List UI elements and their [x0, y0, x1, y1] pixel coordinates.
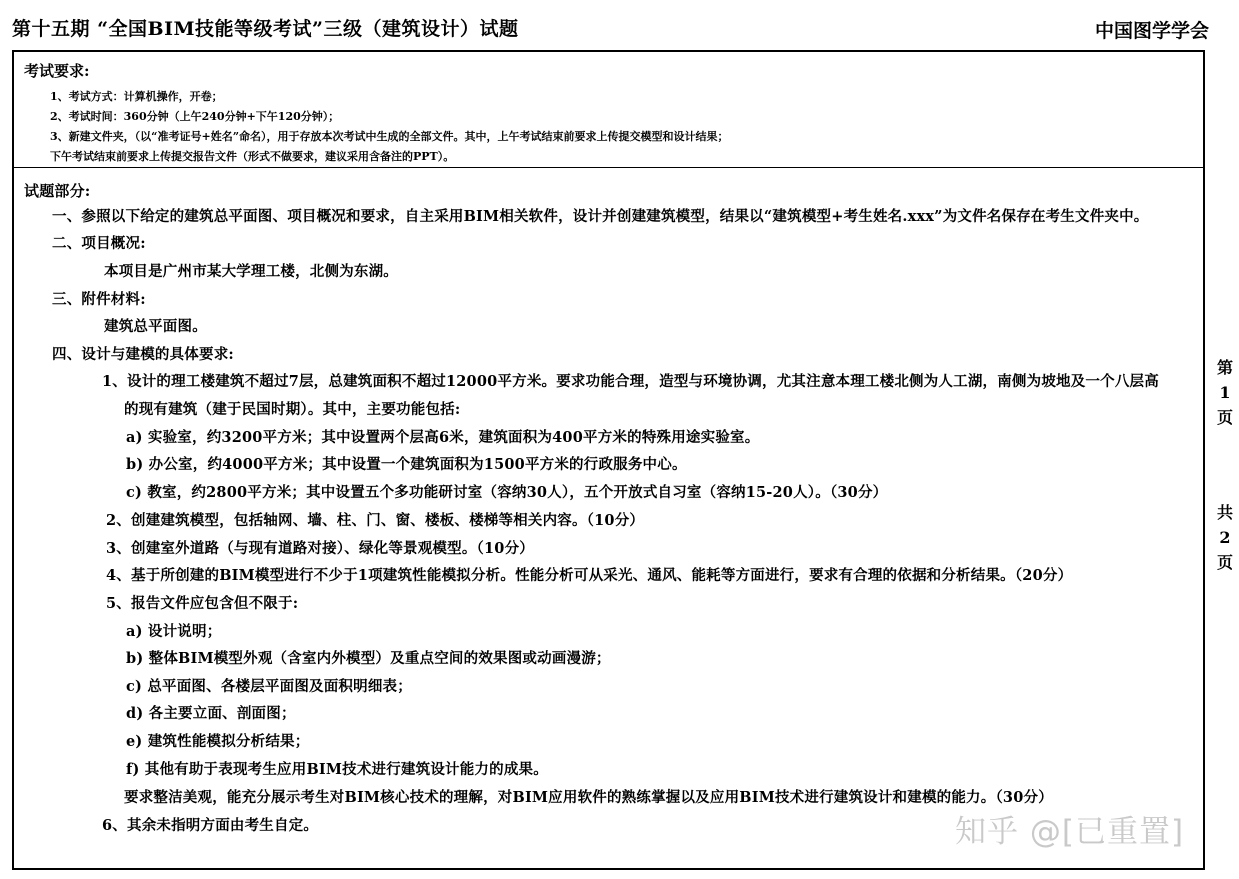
question-line: c) 总平面图、各楼层平面图及面积明细表；	[126, 678, 412, 695]
requirement-item: 2、考试时间：360分钟（上午240分钟+下午120分钟）；	[50, 110, 340, 123]
total-label-prefix: 共	[1216, 503, 1233, 522]
requirement-item: 1、考试方式：计算机操作，开卷；	[50, 90, 223, 103]
question-line: f) 其他有助于表现考生应用BIM技术进行建筑设计能力的成果。	[126, 761, 548, 778]
question-line: a) 设计说明；	[126, 623, 222, 640]
question-line: 一、参照以下给定的建筑总平面图、项目概况和要求，自主采用BIM相关软件，设计并创建建筑模型，结果以“建筑模型+考生姓名.xxx”为文件名保存在考生文件夹中。	[52, 208, 1149, 225]
question-line: 四、设计与建模的具体要求:	[52, 346, 234, 363]
page-label-suffix: 页	[1216, 408, 1233, 427]
document-frame	[12, 50, 1205, 870]
question-line: 要求整洁美观，能充分展示考生对BIM核心技术的理解，对BIM应用软件的熟练掌握以及应用BIM技术进行建筑设计和建模的能力。（30分）	[124, 789, 1053, 806]
question-line: 建筑总平面图。	[104, 318, 207, 335]
page-label-prefix: 第	[1216, 358, 1233, 377]
total-label-number: 2	[1219, 528, 1231, 547]
question-line: 3、创建室外道路（与现有道路对接）、绿化等景观模型。（10分）	[106, 540, 534, 557]
zhihu-watermark: 知乎 @[已重置]	[955, 814, 1185, 850]
question-line: e) 建筑性能模拟分析结果；	[126, 733, 310, 750]
question-line: 二、项目概况:	[52, 235, 146, 252]
question-line: 本项目是广州市某大学理工楼，北侧为东湖。	[104, 263, 398, 280]
question-line: b) 办公室，约4000平方米；其中设置一个建筑面积为1500平方米的行政服务中心。	[126, 456, 687, 473]
question-line: d) 各主要立面、剖面图；	[126, 705, 296, 722]
page-number	[1214, 355, 1236, 430]
question-line: 的现有建筑（建于民国时期）。其中，主要功能包括:	[124, 401, 461, 418]
requirements-section	[14, 52, 1203, 168]
question-line: 1、设计的理工楼建筑不超过7层，总建筑面积不超过12000平方米。要求功能合理，造型与环境协调，尤其注意本理工楼北侧为人工湖，南侧为坡地及一个八层高	[102, 373, 1159, 390]
question-line: 4、基于所创建的BIM模型进行不少于1项建筑性能模拟分析。性能分析可从采光、通风、能耗等方面进行，要求有合理的依据和分析结果。（20分）	[106, 567, 1073, 584]
requirement-item: 3、新建文件夹，（以“准考证号+姓名”命名），用于存放本次考试中生成的全部文件。其中，上午考试结束前要求上传提交模型和设计结果；	[50, 130, 729, 143]
organization-name: 中国图学学会	[1094, 20, 1209, 42]
question-line: a) 实验室，约3200平方米；其中设置两个层高6米，建筑面积为400平方米的特殊用途实验室。	[126, 429, 760, 446]
question-line: 6、其余未指明方面由考生自定。	[102, 817, 319, 834]
total-pages	[1214, 500, 1236, 575]
requirement-item: 下午考试结束前要求上传提交报告文件（形式不做要求，建议采用含备注的PPT）。	[50, 150, 455, 163]
question-line: 5、报告文件应包含但不限于:	[106, 595, 299, 612]
exam-title: 第十五期 “全国BIM技能等级考试”三级（建筑设计）试题	[12, 18, 519, 40]
question-line: c) 教室，约2800平方米；其中设置五个多功能研讨室（容纳30人），五个开放式自习室（容纳15-20人）。（30分）	[126, 484, 888, 501]
question-line: 2、创建建筑模型，包括轴网、墙、柱、门、窗、楼板、楼梯等相关内容。（10分）	[106, 512, 645, 529]
total-label-suffix: 页	[1216, 553, 1233, 572]
requirements-heading: 考试要求:	[24, 62, 90, 80]
question-line: b) 整体BIM模型外观（含室内外模型）及重点空间的效果图或动画漫游；	[126, 650, 611, 667]
question-line: 三、附件材料:	[52, 291, 146, 308]
questions-heading: 试题部分:	[24, 182, 91, 200]
page-label-number: 1	[1219, 383, 1231, 402]
